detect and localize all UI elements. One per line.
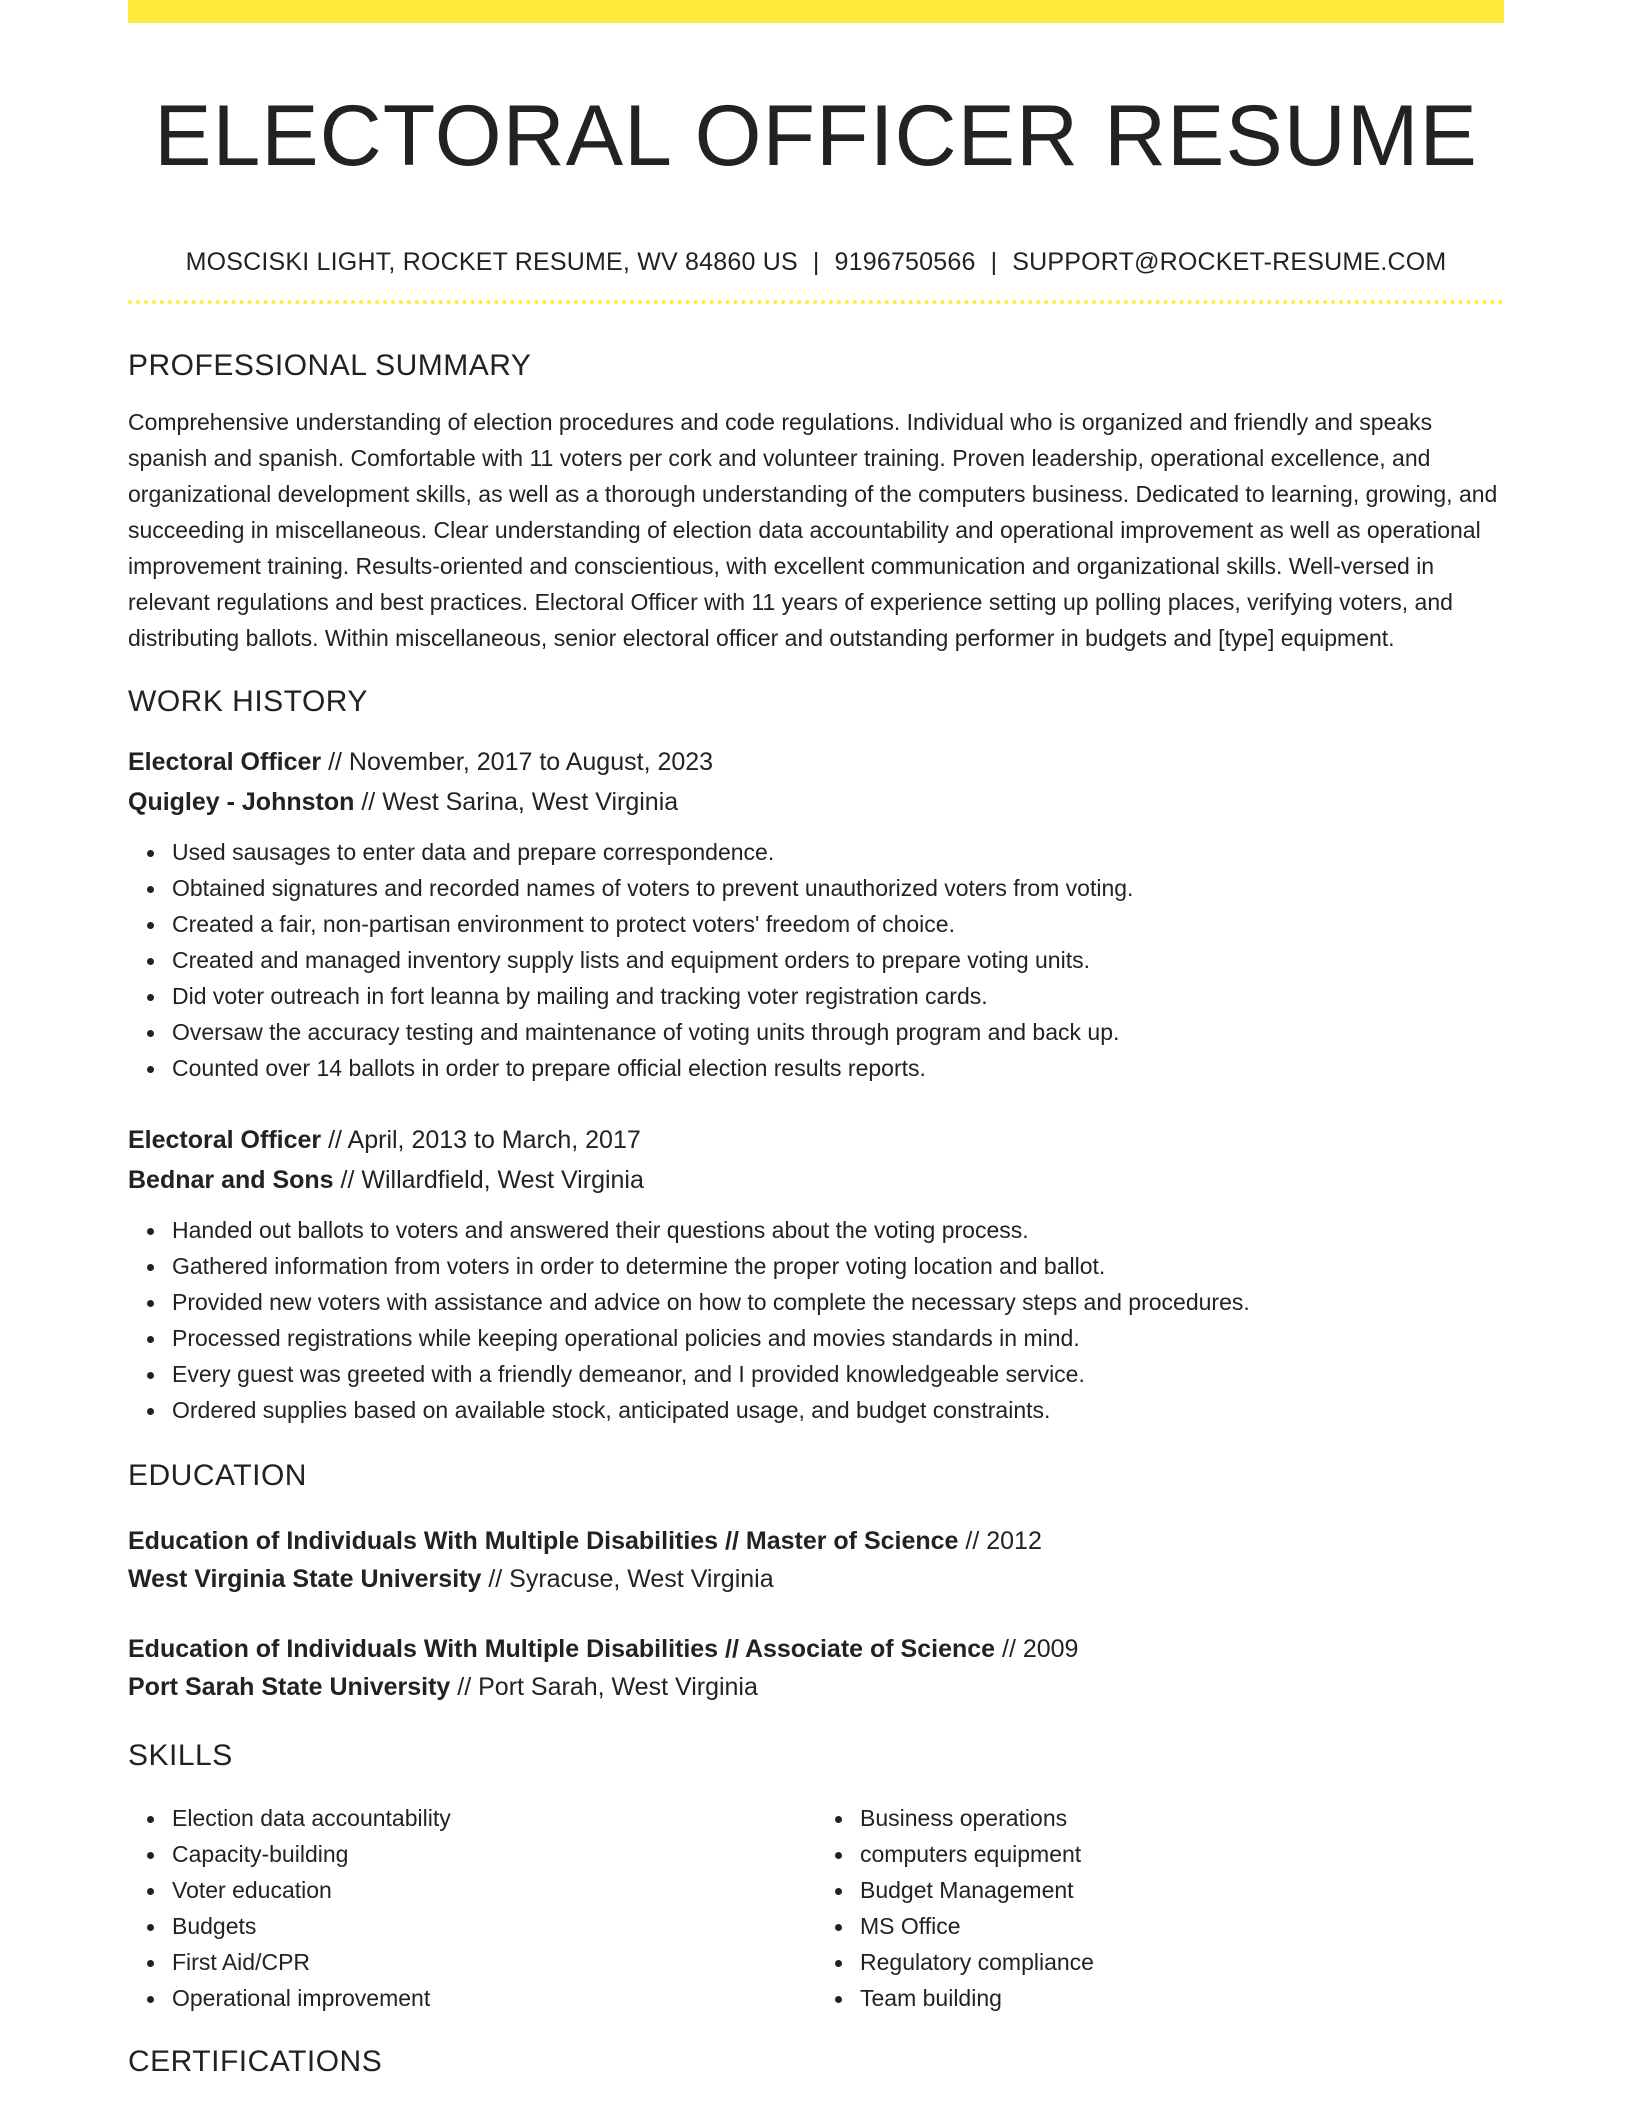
resume-page (128, 0, 1504, 2082)
education-school-line (128, 1560, 1504, 1598)
job-entry (128, 742, 1504, 1086)
skill-item: computers equipment (860, 1836, 1504, 1872)
job-role-line (128, 742, 1504, 782)
job-company-line (128, 1160, 1504, 1200)
skill-item: Regulatory compliance (860, 1944, 1504, 1980)
job-location: // Willardfield, West Virginia (333, 1166, 644, 1194)
job-location: // West Sarina, West Virginia (354, 788, 679, 816)
education-school: Port Sarah State University (128, 1673, 451, 1701)
dotted-divider (128, 300, 1504, 304)
job-role-line (128, 1120, 1504, 1160)
skills-heading: SKILLS (128, 1739, 233, 1772)
education-school-line (128, 1668, 1504, 1706)
contact-email: SUPPORT@ROCKET-RESUME.COM (1012, 248, 1447, 276)
skill-item: First Aid/CPR (172, 1944, 816, 1980)
education-entry (128, 1630, 1504, 1706)
education-year: // 2009 (995, 1635, 1079, 1663)
skill-item: Election data accountability (172, 1800, 816, 1836)
summary-paragraph: Comprehensive understanding of election procedures and code regulations. Individual who is organized and friendly and speaks spanish and spanish. Comfortable with 11 voters per cork and volunteer training. Proven leadership, operational excellence, and organizational development skills, as well as a thorough understanding of the computers business. Dedicated to learning, growing, and succeeding in miscellaneous. Clear understanding of election data accountability and operational improvement as well as operational improvement training. Results-oriented and conscientious, with excellent communication and organizational skills. Well-versed in relevant regulations and best practices. Electoral Officer with 11 years of experience setting up polling places, verifying voters, and distributing ballots. Within miscellaneous, senior electoral officer and outstanding performer in budgets and [type] equipment. (128, 409, 1498, 651)
job-role: Electoral Officer (128, 1126, 322, 1154)
skill-item: Voter education (172, 1872, 816, 1908)
skill-item: Budgets (172, 1908, 816, 1944)
list-item: Every guest was greeted with a friendly demeanor, and I provided knowledgeable service. (172, 1356, 1504, 1392)
list-item: Created a fair, non-partisan environment to protect voters' freedom of choice. (172, 906, 1504, 942)
education-degree-line (128, 1630, 1504, 1668)
job-entry (128, 1120, 1504, 1428)
skill-item: Team building (860, 1980, 1504, 2016)
list-item: Gathered information from voters in order to determine the proper voting location and ballot. (172, 1248, 1504, 1284)
job-company: Quigley - Johnston (128, 788, 355, 816)
work-history-heading: WORK HISTORY (128, 685, 368, 718)
accent-bar (128, 0, 1504, 23)
certifications-heading: CERTIFICATIONS (128, 2045, 383, 2078)
summary-heading: PROFESSIONAL SUMMARY (128, 349, 532, 382)
education-entry (128, 1522, 1504, 1598)
list-item: Processed registrations while keeping operational policies and movies standards in mind. (172, 1320, 1504, 1356)
education-school: West Virginia State University (128, 1565, 482, 1593)
education-degree-line (128, 1522, 1504, 1560)
skills-right-list (816, 1800, 1504, 2016)
skill-item: Operational improvement (172, 1980, 816, 2016)
skills-columns (128, 1800, 1504, 2016)
job-dates: // November, 2017 to August, 2023 (321, 748, 714, 776)
skill-item: Budget Management (860, 1872, 1504, 1908)
education-location: // Port Sarah, West Virginia (450, 1673, 758, 1701)
contact-line (128, 246, 1504, 278)
list-item: Obtained signatures and recorded names of voters to prevent unauthorized voters from voting. (172, 870, 1504, 906)
job-dates: // April, 2013 to March, 2017 (321, 1126, 641, 1154)
job-bullets (128, 1212, 1504, 1428)
list-item: Did voter outreach in fort leanna by mailing and tracking voter registration cards. (172, 978, 1504, 1014)
contact-address: MOSCISKI LIGHT, ROCKET RESUME, WV 84860 US (185, 248, 798, 276)
education-degree: Education of Individuals With Multiple Disabilities // Associate of Science (128, 1635, 996, 1663)
list-item: Oversaw the accuracy testing and maintenance of voting units through program and back up. (172, 1014, 1504, 1050)
contact-separator: | (990, 248, 998, 276)
job-company-line (128, 782, 1504, 822)
education-year: // 2012 (958, 1527, 1042, 1555)
contact-phone: 9196750566 (834, 248, 976, 276)
skill-item: Capacity-building (172, 1836, 816, 1872)
contact-separator: | (812, 248, 820, 276)
job-company: Bednar and Sons (128, 1166, 334, 1194)
list-item: Ordered supplies based on available stock, anticipated usage, and budget constraints. (172, 1392, 1504, 1428)
list-item: Handed out ballots to voters and answered their questions about the voting process. (172, 1212, 1504, 1248)
resume-title: ELECTORAL OFFICER RESUME (154, 88, 1478, 184)
job-bullets (128, 834, 1504, 1086)
list-item: Used sausages to enter data and prepare correspondence. (172, 834, 1504, 870)
skills-left-list (128, 1800, 816, 2016)
skill-item: Business operations (860, 1800, 1504, 1836)
job-role: Electoral Officer (128, 748, 322, 776)
education-degree: Education of Individuals With Multiple Disabilities // Master of Science (128, 1527, 959, 1555)
education-location: // Syracuse, West Virginia (481, 1565, 774, 1593)
skill-item: MS Office (860, 1908, 1504, 1944)
list-item: Counted over 14 ballots in order to prepare official election results reports. (172, 1050, 1504, 1086)
list-item: Provided new voters with assistance and advice on how to complete the necessary steps and procedures. (172, 1284, 1504, 1320)
education-heading: EDUCATION (128, 1459, 307, 1492)
list-item: Created and managed inventory supply lists and equipment orders to prepare voting units. (172, 942, 1504, 978)
